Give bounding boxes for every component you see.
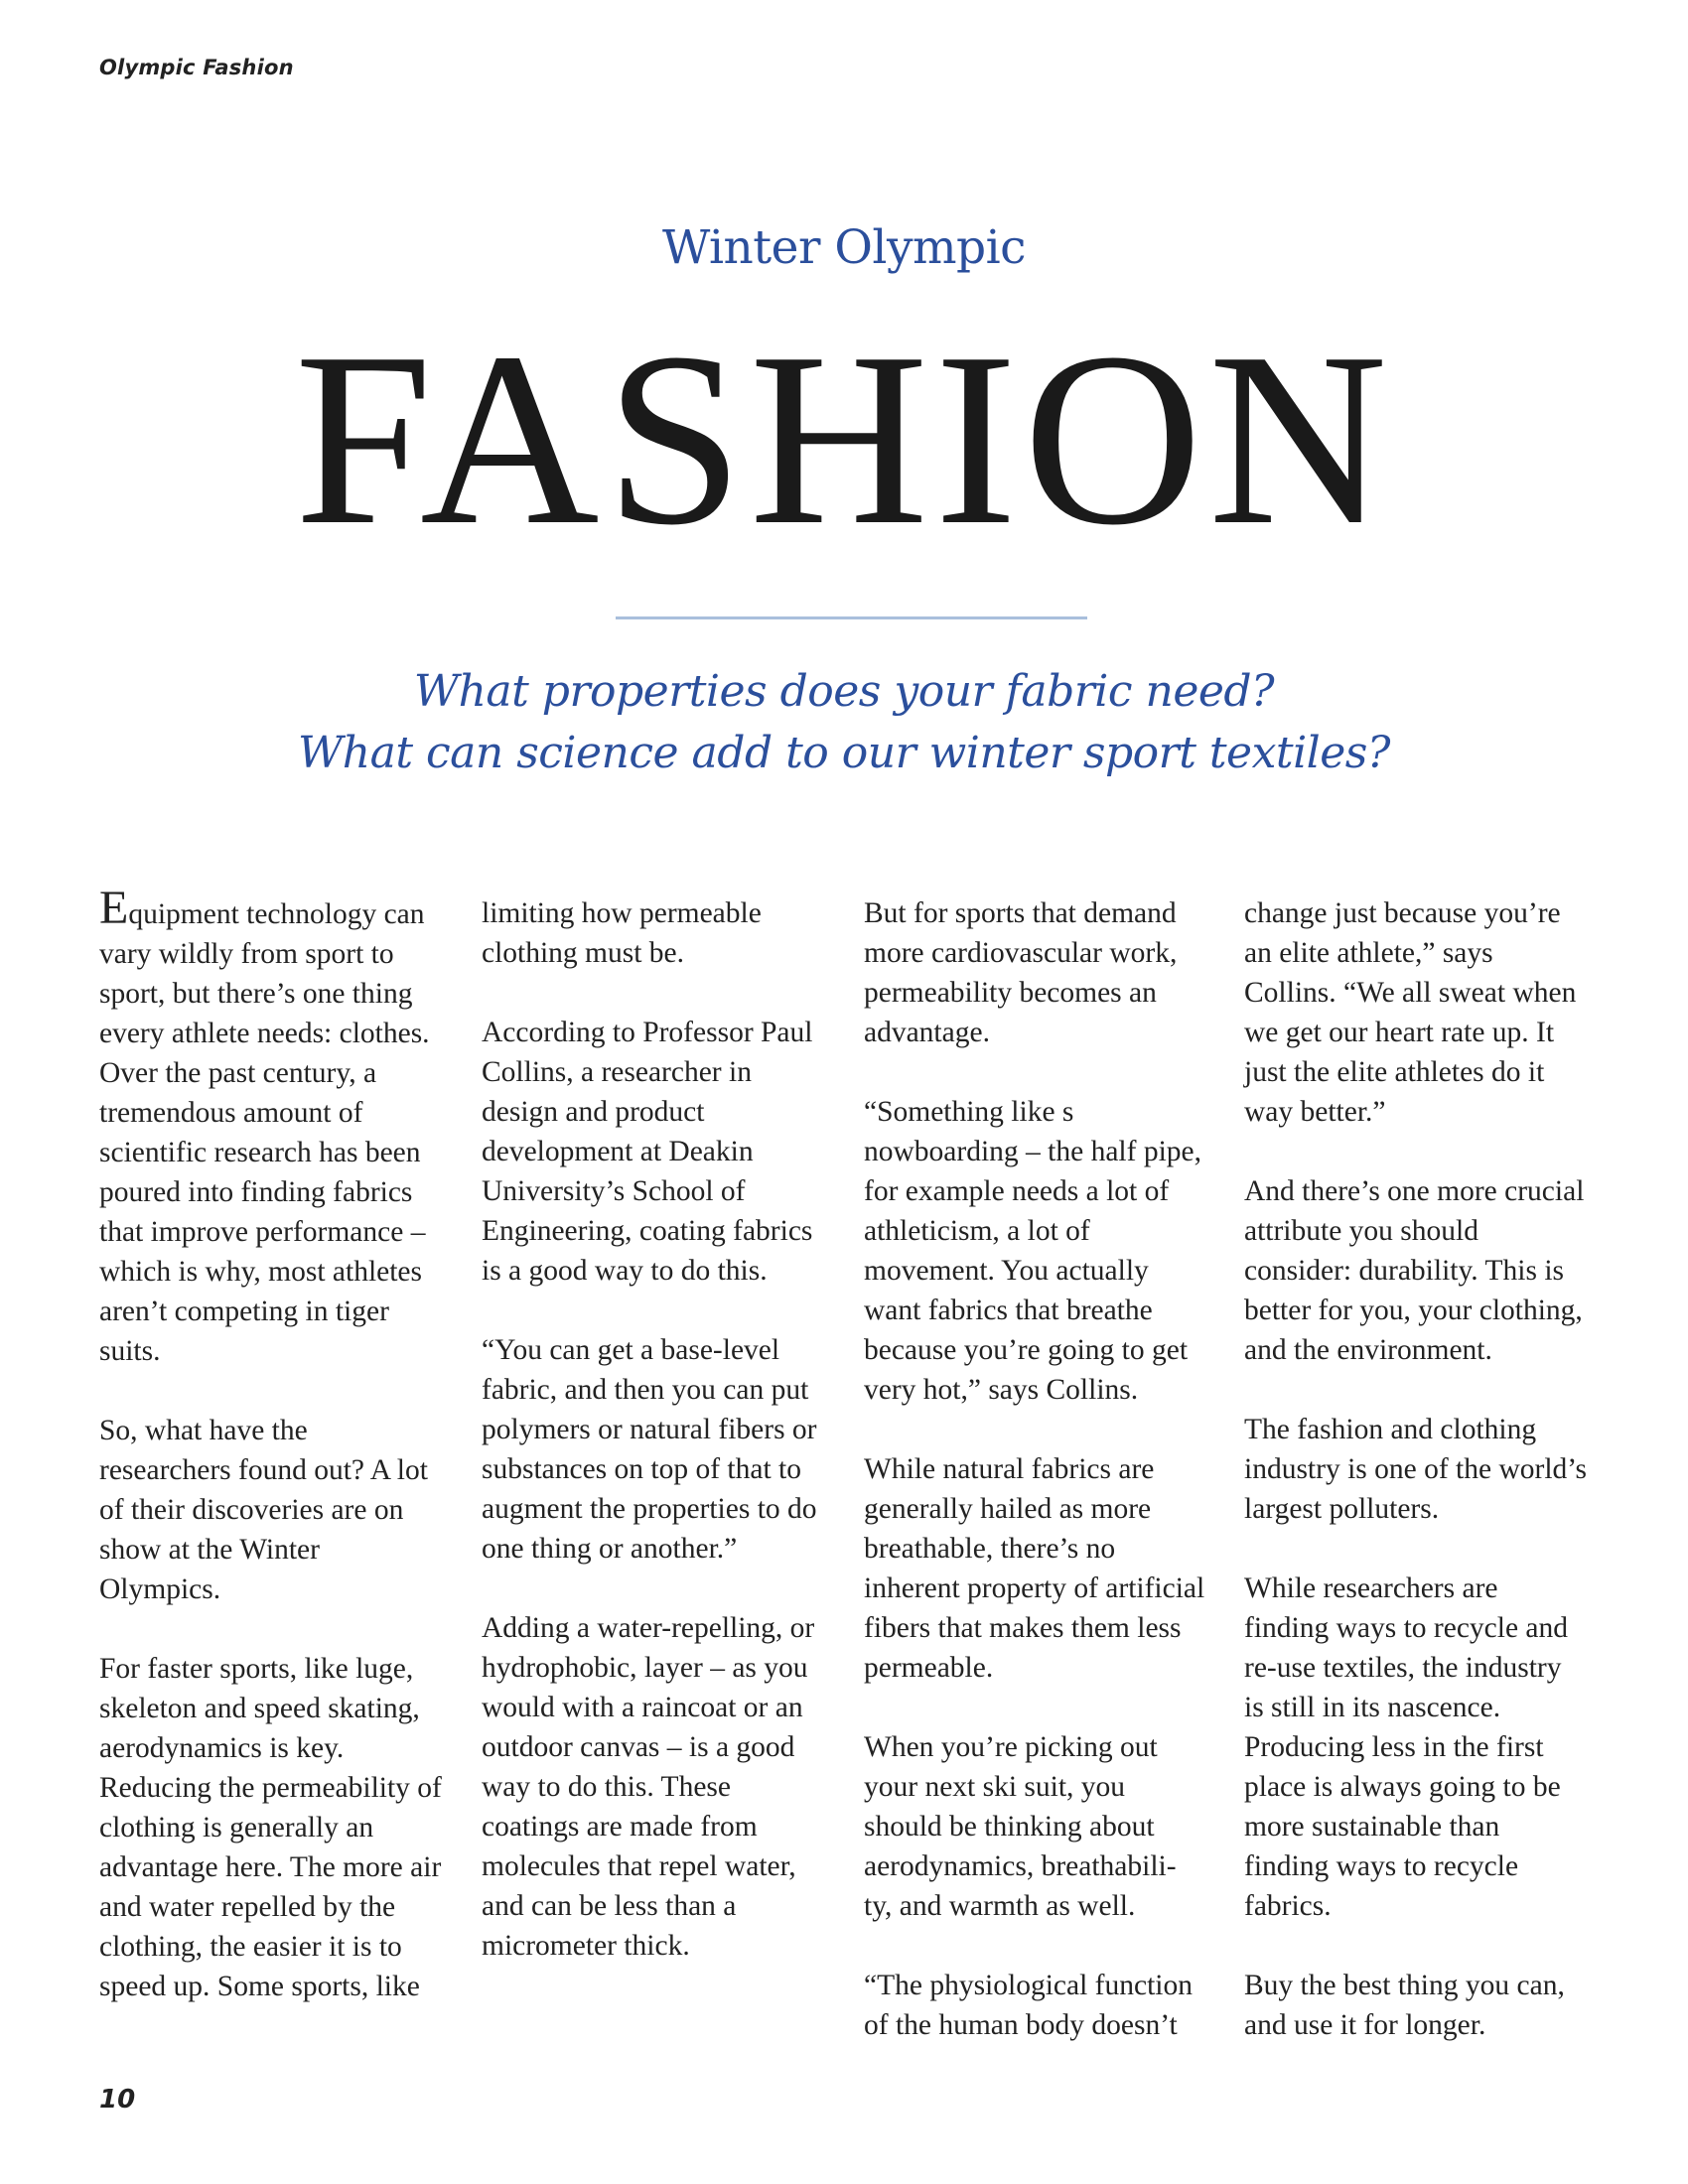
article-title: FASHION: [294, 302, 1394, 577]
subhead-line-2: What can science add to our winter sport textiles?: [298, 728, 1390, 778]
body-column-3: [864, 893, 1206, 2045]
body-paragraph: While natural fabrics are generally hailed as more breathable, there’s no inherent property of artificial fibers that makes them less permeable.: [864, 1453, 1205, 1684]
body-column-4: [1244, 893, 1587, 2045]
body-paragraph: When you’re picking out your next ski suit, you should be thinking about aerodynamics, breathabili- ty, and warmth as well.: [864, 1731, 1177, 1922]
body-paragraph: For faster sports, like luge, skeleton and speed skating, aerodynamics is key. Reducing the permeability of clothing is generally an advantage here. The more air and water repelled by the clothing, the easier it is to speed up. Some sports, like: [99, 1653, 442, 2002]
body-paragraph: So, what have the researchers found out? A lot of their discoveries are on show at the Winter Olympics.: [99, 1415, 428, 1605]
body-paragraph: According to Professor Paul Collins, a researcher in design and product development at Deakin University’s School of Engineering, coating fabrics is a good way to do this.: [482, 1017, 813, 1287]
body-paragraph: The fashion and clothing industry is one of the world’s largest polluters.: [1244, 1414, 1587, 1525]
body-paragraph: Adding a water-repelling, or hydrophobic, layer – as you would with a raincoat or an outdoor canvas – is a good way to do this. These coatings are made from molecules that repel water, and can be less than a micrometer thick.: [482, 1612, 815, 1962]
body-paragraph: But for sports that demand more cardiovascular work, permeability becomes an advantage.: [864, 897, 1178, 1048]
body-paragraph: “The physiological function of the human body doesn’t: [864, 1970, 1193, 2041]
body-column-2: [482, 893, 824, 1966]
body-paragraph: While researchers are finding ways to recycle and re-use textiles, the industry is still in its nascence. Producing less in the first place is always going to be more sustainable than finding ways to recycle fabrics.: [1244, 1572, 1569, 1922]
body-paragraph: “You can get a base-level fabric, and then you can put polymers or natural fibers or substances on top of that to augment the properties to do one thing or another.”: [482, 1334, 817, 1565]
body-column-1: [99, 882, 442, 2006]
running-head: Olympic Fashion: [99, 56, 294, 79]
body-paragraph: change just because you’re an elite athlete,” says Collins. “We all sweat when we get our heart rate up. It just the elite athletes do it way better.”: [1244, 897, 1577, 1128]
page-number: 10: [99, 2085, 136, 2115]
body-paragraph: And there’s one more crucial attribute you should consider: durability. This is better for you, your clothing, and the environment.: [1244, 1175, 1585, 1366]
article-subhead: [0, 661, 1688, 784]
body-paragraph: Buy the best thing you can, and use it for longer.: [1244, 1970, 1565, 2041]
paragraph-text: quipment technology can vary wildly from sport to sport, but there’s one thing every athlete needs: clothes. Over the past century, a tremendous amount of scientific research has been poured into finding fabrics that improve performance – which is why, most athletes aren’t competing in tiger suits.: [99, 898, 430, 1367]
title-divider: [616, 616, 1087, 619]
body-paragraph: limiting how permeable clothing must be.: [482, 897, 762, 969]
body-paragraph: “Something like s nowboarding – the half pipe, for example needs a lot of athleticism, a lot of movement. You actually want fabrics that breathe because you’re going to get very hot,” says Collins.: [864, 1096, 1201, 1406]
subhead-line-1: What properties does your fabric need?: [413, 666, 1275, 717]
drop-cap: E: [99, 882, 129, 934]
body-paragraph: [99, 882, 442, 1371]
article-kicker: Winter Olympic: [661, 220, 1027, 275]
